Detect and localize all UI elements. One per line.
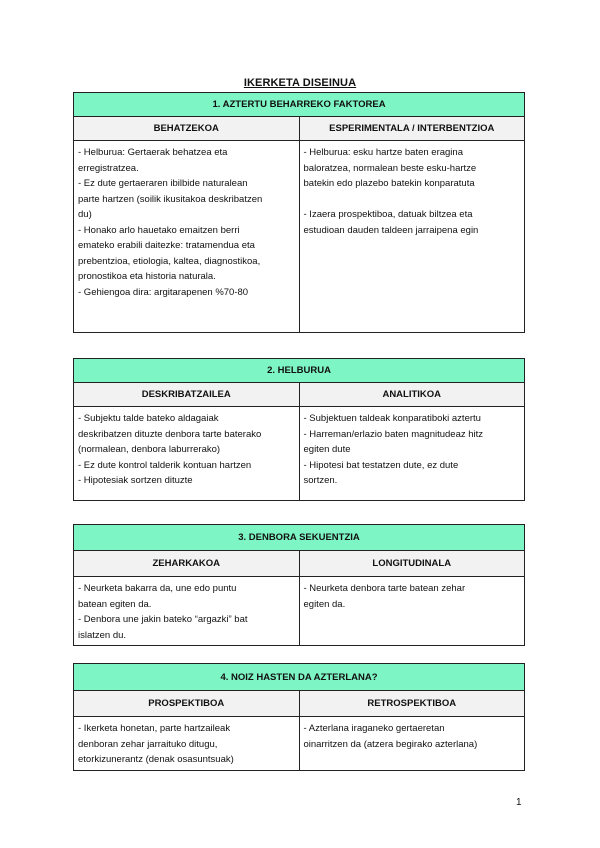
section-2-table [73,358,525,501]
section-3-left-header: ZEHARKAKOA [74,551,300,577]
line: - Honako arlo hauetako emaitzen berri [78,224,240,236]
section-2-left-cell [74,407,300,501]
section-4-heading: 4. NOIZ HASTEN DA AZTERLANA? [74,664,525,691]
line: - Neurketa bakarra da, une edo puntu [78,583,237,594]
line: parte hartzen (soilik ikusitakoa deskribatzen [78,193,263,205]
line: egiten dute [303,444,351,455]
section-1-table [73,92,525,333]
line: - Ez dute gertaeraren ibilbide naturalean [78,178,248,189]
document-title: IKERKETA DISEINUA [243,77,357,89]
section-2-heading: 2. HELBURUA [74,359,525,383]
section-1-heading: 1. AZTERTU BEHARREKO FAKTOREA [74,93,525,117]
line: - Subjektu talde bateko aldagaiak [78,413,219,424]
section-3-heading: 3. DENBORA SEKUENTZIA [74,525,525,551]
line: prebentzioa, etiologia, kaltea, diagnostikoa, [78,255,261,267]
line: sortzen. [303,475,338,486]
line: - Neurketa denbora tarte batean zehar [303,583,466,594]
line: egiten da. [303,598,346,610]
section-4-left-header: PROSPEKTIBOA [74,691,300,717]
line: - Subjektuen taldeak konparatiboki aztertu [303,413,481,424]
section-2-right-header: ANALITIKOA [299,383,525,407]
section-4-right-header: RETROSPEKTIBOA [299,691,525,717]
line: - Azterlana iraganeko gertaeretan [303,723,445,734]
section-4-right-cell [299,717,525,771]
line: emateko erabili daitezke: tratamendua eta [78,240,255,251]
line: estudioan dauden taldeen jarraipena egin [303,224,479,236]
line: deskribatzen dituzte denbora tarte baterako [78,428,262,440]
line: denboran zehar jarraituko ditugu, [78,738,218,750]
line: oinarritzen da (atzera begirako azterlana) [303,738,478,750]
line: batean egiten da. [78,598,152,610]
line: - Helburua: Gertaerak behatzea eta [78,147,228,158]
line: batekin edo plazebo batekin konparatuta [303,178,475,189]
section-4-left-cell [74,717,300,771]
section-3-right-header: LONGITUDINALA [299,551,525,577]
line: - Denbora une jakin bateko “argazki” bat [78,614,248,625]
section-3-table [73,524,525,646]
section-1-right-header: ESPERIMENTALA / INTERBENTZIOA [299,117,525,141]
line: (normalean, denbora laburrerako) [78,444,221,455]
section-1-left-header: BEHATZEKOA [74,117,300,141]
line: - Helburua: esku hartze baten eragina [303,147,463,158]
line: - Izaera prospektiboa, datuak biltzea eta [303,209,473,220]
line: erregistratzea. [78,162,139,174]
line: du) [78,209,92,220]
line: - Hipotesi bat testatzen dute, ez dute [303,459,459,471]
line: - Hipotesiak sortzen dituzte [78,475,193,486]
section-4-table [73,663,525,771]
line: - Gehiengoa dira: argitarapenen %70-80 [78,286,249,298]
line: - Harreman/erlazio baten magnitudeaz hitz [303,428,484,440]
section-2-left-header: DESKRIBATZAILEA [74,383,300,407]
section-1-left-cell [74,141,300,333]
section-1-right-cell [299,141,525,333]
section-3-left-cell [74,577,300,646]
page-number: 1 [516,797,522,808]
line: - Ikerketa honetan, parte hartzaileak [78,723,231,734]
line: baloratzea, normalean beste esku-hartze [303,162,477,174]
line: pronostikoa eta historia naturala. [78,271,216,282]
section-2-right-cell [299,407,525,501]
line [304,192,521,208]
line: - Ez dute kontrol talderik kontuan hartzen [78,459,252,471]
line: islatzen du. [78,629,127,641]
section-3-right-cell [299,577,525,646]
line: etorkizunerantz (denak osasuntsuak) [78,754,234,765]
